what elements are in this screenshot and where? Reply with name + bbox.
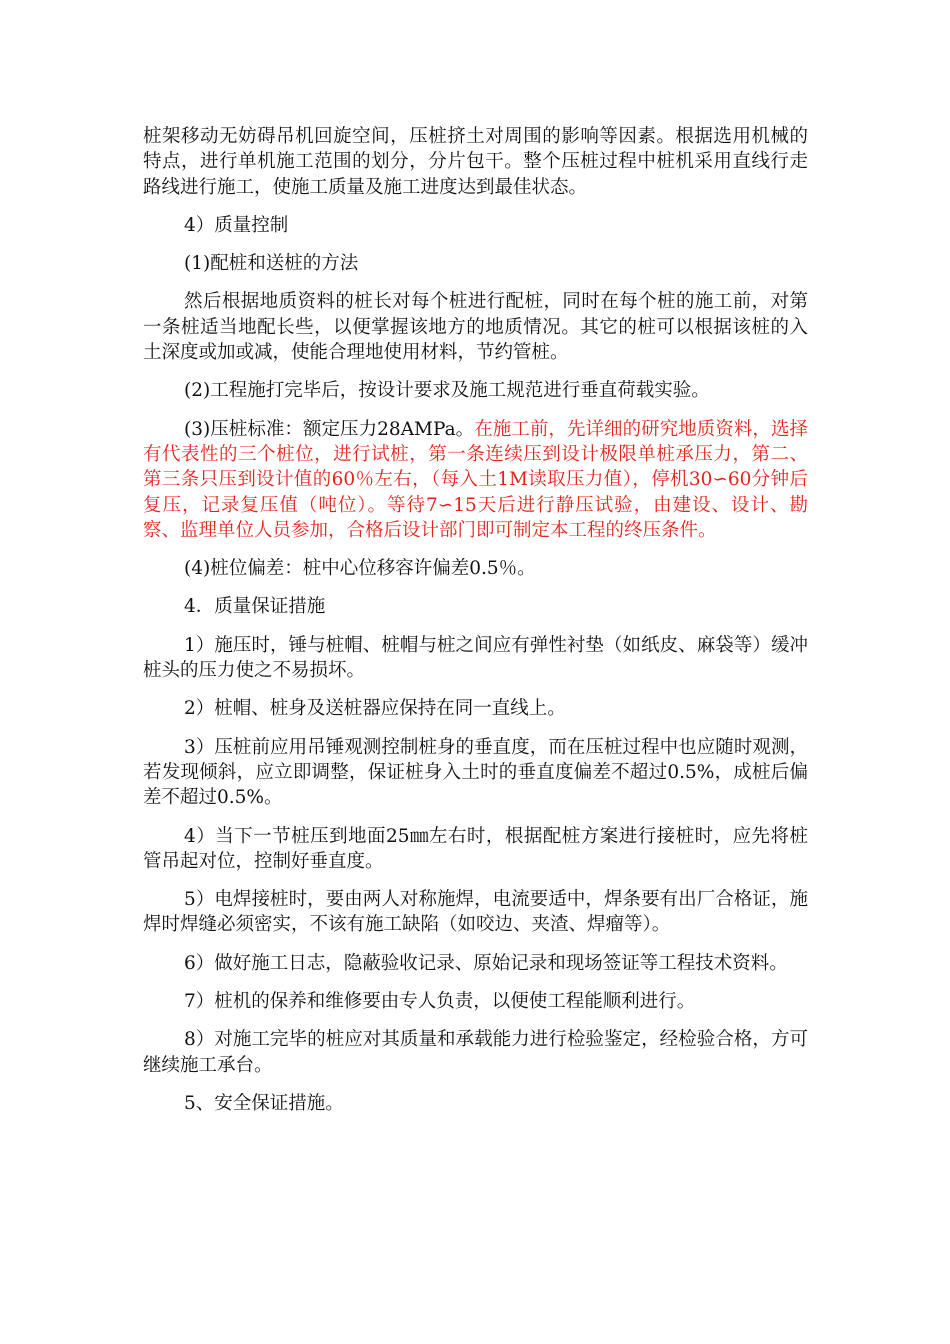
list-item-4: 4）当下一节桩压到地面25㎜左右时，根据配桩方案进行接桩时，应先将桩管吊起对位，控制好垂直度。	[143, 825, 808, 872]
list-item-2: 2）桩帽、桩身及送桩器应保持在同一直线上。	[184, 698, 566, 720]
paragraph-pile-matching: 然后根据地质资料的桩长对每个桩进行配桩，同时在每个桩的施工前，对第一条桩适当地配长些，以便掌握该地方的地质情况。其它的桩可以根据该桩的入土深度或加或减，使能合理地使用材料，节约管桩。	[143, 291, 808, 364]
heading-pile-matching-method: (1)配桩和送桩的方法	[184, 253, 359, 275]
heading-safety-measures: 5、安全保证措施。	[184, 1092, 344, 1114]
heading-quality-control: 4）质量控制	[184, 214, 289, 236]
list-item-8: 8）对施工完毕的桩应对其质量和承载能力进行检验鉴定，经检验合格，方可继续施工承台。	[143, 1029, 808, 1076]
heading-quality-assurance: 4．质量保证措施	[184, 596, 326, 618]
document-body	[143, 124, 808, 1129]
list-item-3: 3）压桩前应用吊锤观测控制桩身的垂直度，而在压桩过程中也应随时观测，若发现倾斜，应立即调整，保证桩身入土时的垂直度偏差不超过0.5%，成桩后偏差不超过0.5%。	[143, 736, 808, 809]
paragraph-pile-frame-movement: 桩架移动无妨碍吊机回旋空间，压桩挤土对周围的影响等因素。根据选用机械的特点，进行单机施工范围的划分，分片包干。整个压桩过程中桩机采用直线行走路线进行施工，使施工质量及施工进度达到最佳状态。	[143, 126, 808, 198]
list-item-1: 1）施压时，锤与桩帽、桩帽与桩之间应有弹性衬垫（如纸皮、麻袋等）缓冲桩头的压力使之不易损坏。	[143, 634, 808, 682]
paragraph-pile-position-deviation: (4)桩位偏差：桩中心位移容许偏差0.5％。	[184, 558, 536, 580]
pressing-standard-lead: (3)压桩标准：额定压力28AMPa。	[184, 418, 475, 440]
list-item-5: 5）电焊接桩时，要由两人对称施焊，电流要适中，焊条要有出厂合格证，施焊时焊缝必须密实，不该有施工缺陷（如咬边、夹渣、焊瘤等）。	[143, 889, 808, 936]
list-item-7: 7）桩机的保养和维修要由专人负责，以便使工程能顺利进行。	[184, 991, 696, 1013]
list-item-6: 6）做好施工日志，隐蔽验收记录、原始记录和现场签证等工程技术资料。	[184, 952, 788, 974]
pressing-standard-red-note: 在施工前，先详细的研究地质资料，选择有代表性的三个桩位，进行试桩，第一条连续压到设计极限单桩承压力，第二、第三条只压到设计值的60％左右，（每入土1M读取压力值），停机30∽60分钟后复压，记录复压值（吨位）。等待7∽15天后进行静压试验，由建设、设计、勘察、监理单位人员参加，合格后设计部门即可制定本工程的终压条件。	[143, 418, 808, 541]
paragraph-vertical-load-test: (2)工程施打完毕后，按设计要求及施工规范进行垂直荷载实验。	[184, 380, 710, 402]
paragraph-pressing-standard	[143, 417, 808, 543]
